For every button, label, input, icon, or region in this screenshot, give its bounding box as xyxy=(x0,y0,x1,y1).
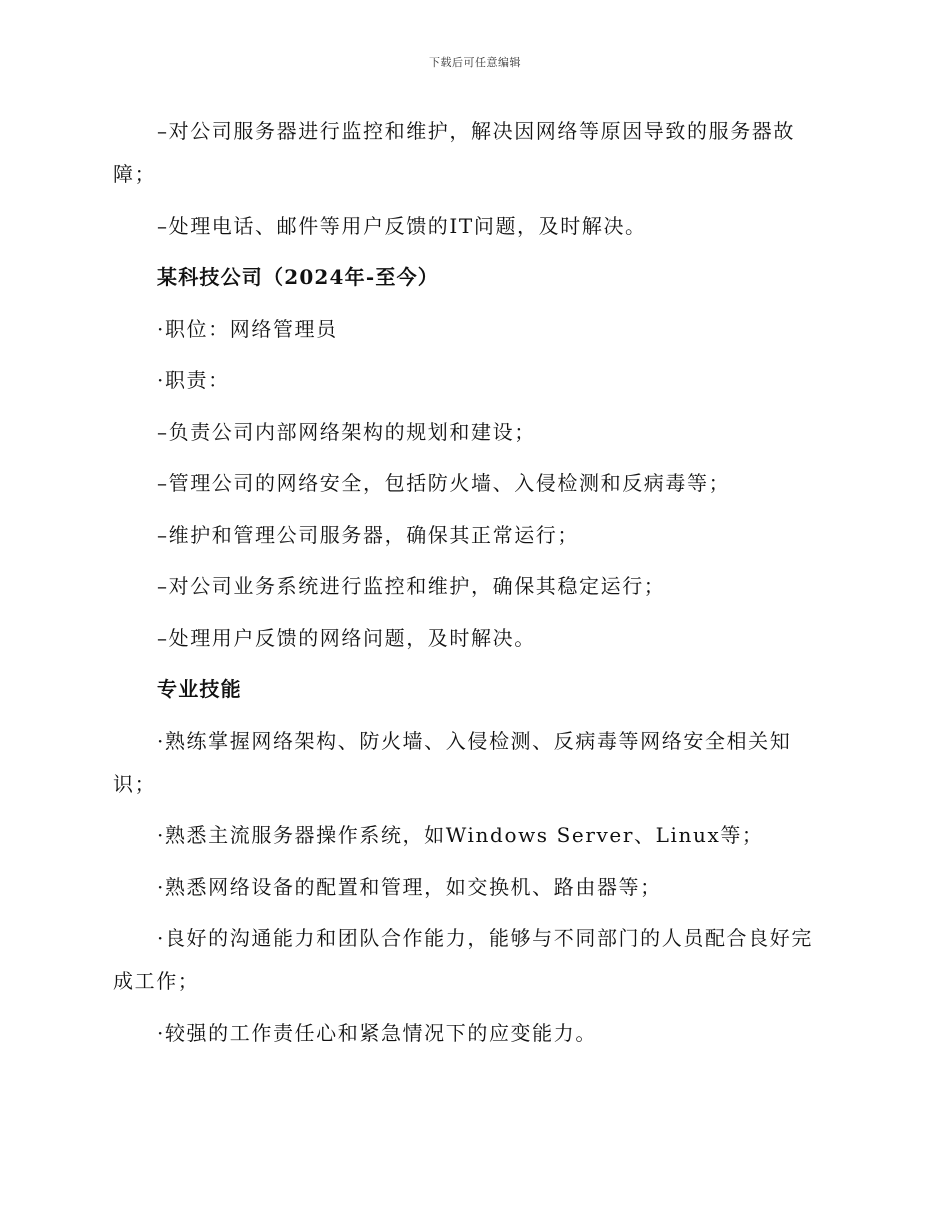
skill-item-security: ·熟练掌握网络架构、防火墙、入侵检测、反病毒等网络安全相关知识； xyxy=(113,728,792,796)
skill-item-responsibility: ·较强的工作责任心和紧急情况下的应变能力。 xyxy=(157,1020,597,1045)
duty-item-server-maintenance: –维护和管理公司服务器，确保其正常运行； xyxy=(157,522,579,547)
skill-item-devices: ·熟悉网络设备的配置和管理，如交换机、路由器等； xyxy=(157,874,662,899)
duty-item-server-monitoring: –对公司服务器进行监控和维护，解决因网络等原因导致的服务器故障； xyxy=(113,119,795,186)
duty-item-network-planning: –负责公司内部网络架构的规划和建设； xyxy=(157,419,536,444)
duty-item-it-issues: –处理电话、邮件等用户反馈的IT问题，及时解决。 xyxy=(157,213,647,238)
document-body xyxy=(113,110,823,1063)
section-heading-skills: 专业技能 xyxy=(157,677,242,701)
header-note: 下载后可任意编辑 xyxy=(429,56,521,69)
skill-item-os: ·熟悉主流服务器操作系统，如Windows Server、Linux等； xyxy=(157,823,764,847)
duties-label: ·职责： xyxy=(157,368,230,392)
skill-item-teamwork: ·良好的沟通能力和团队合作能力，能够与不同部门的人员配合良好完成工作； xyxy=(113,926,813,993)
duty-item-system-monitoring: –对公司业务系统进行监控和维护，确保其稳定运行； xyxy=(157,574,666,598)
duty-item-network-security: –管理公司的网络安全，包括防火墙、入侵检测和反病毒等； xyxy=(157,471,731,495)
position-line: ·职位：网络管理员 xyxy=(157,316,338,341)
section-heading-company: 某科技公司（2024年-至今） xyxy=(157,265,439,289)
duty-item-user-issues: –处理用户反馈的网络问题，及时解决。 xyxy=(157,625,536,650)
